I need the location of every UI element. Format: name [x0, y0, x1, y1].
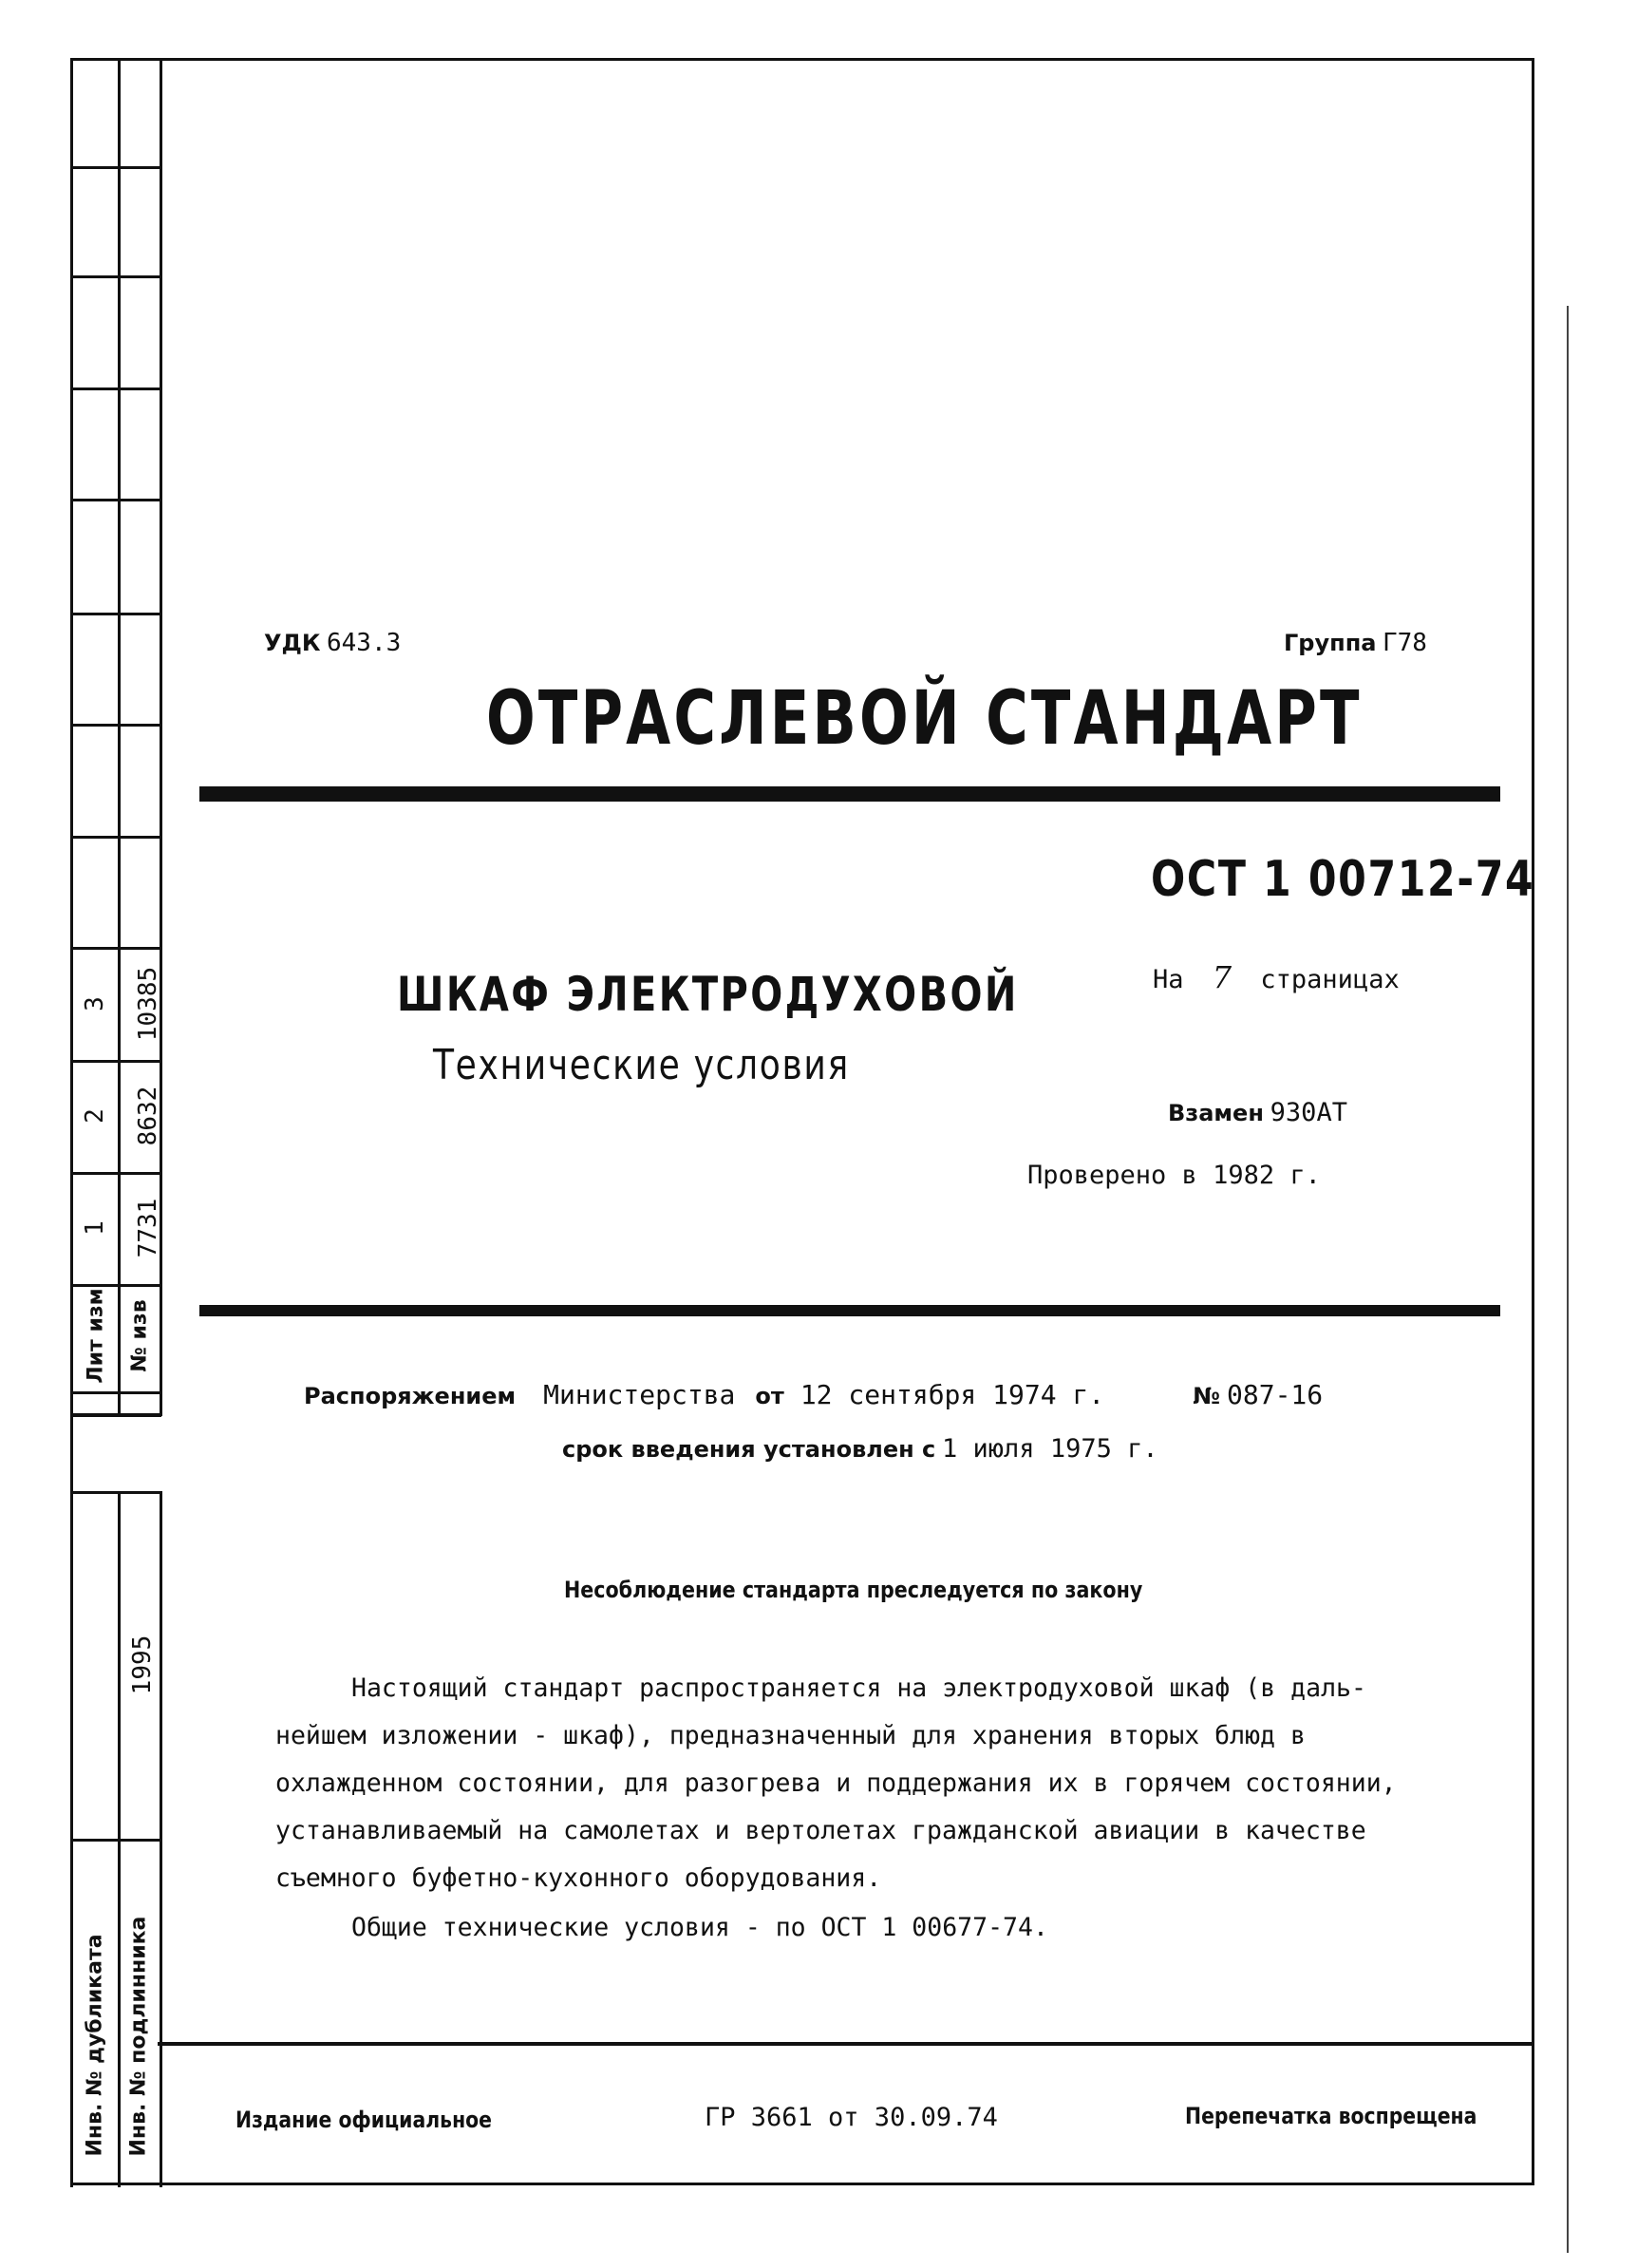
main-title: ОТРАСЛЕВОЙ СТАНДАРТ — [486, 676, 1363, 762]
effective-date: 1 июля 1975 г. — [942, 1434, 1158, 1464]
order-authority: Министерства — [543, 1379, 736, 1410]
document-title: ШКАФ ЭЛЕКТРОДУХОВОЙ — [397, 967, 1019, 1022]
right-margin-line — [1567, 306, 1569, 2253]
pages-suffix: страницах — [1260, 965, 1400, 994]
body-line-6: Общие технические условия - по ОСТ 1 00677-74. — [351, 1913, 1048, 1942]
change-number-2: 2 — [81, 1108, 109, 1124]
doc-label: № изв — [127, 1299, 152, 1372]
inv-original-label: Инв. № подлинника — [126, 1916, 151, 2157]
change-doc-1: 7731 — [134, 1198, 162, 1258]
pages-prefix: На — [1153, 965, 1184, 994]
change-number-3: 3 — [81, 996, 109, 1011]
group-label: Группа — [1284, 630, 1377, 656]
group-line — [1284, 629, 1427, 657]
inv-duplicate-label: Инв. № дубликата — [83, 1934, 107, 2157]
middle-rule — [199, 1305, 1500, 1316]
order-number-label: № — [1193, 1383, 1220, 1409]
pages-line — [1153, 959, 1400, 995]
body-line-1: Настоящий стандарт распространяется на электродуховой шкаф (в даль- — [351, 1673, 1366, 1703]
body-line-5: съемного буфетно-кухонного оборудования. — [275, 1863, 882, 1893]
footer-registration: ГР 3661 от 30.09.74 — [705, 2103, 998, 2132]
order-date-prefix: от — [755, 1383, 784, 1409]
footer-edition: Издание официальное — [235, 2107, 493, 2133]
checked-line: Проверено в 1982 г. — [1027, 1161, 1321, 1190]
group-value: Г78 — [1382, 629, 1427, 657]
change-doc-3: 10385 — [134, 966, 162, 1042]
standard-number: ОСТ 1 00712-74 — [1151, 851, 1535, 908]
udk-line — [264, 629, 401, 657]
body-line-3: охлажденном состоянии, для разогрева и поддержания их в горячем состоянии, — [275, 1768, 1397, 1798]
udk-label: УДК — [264, 630, 321, 656]
pages-count: 7 — [1212, 959, 1232, 995]
change-number-1: 1 — [81, 1220, 109, 1236]
order-date: 12 сентября 1974 г. — [800, 1379, 1105, 1410]
change-doc-2: 8632 — [134, 1086, 162, 1146]
effective-line — [562, 1434, 1158, 1464]
order-number: 087-16 — [1227, 1379, 1324, 1410]
body-line-4: устанавливаемый на самолетах и вертолетах гражданской авиации в качестве — [275, 1816, 1366, 1845]
footer-copyright: Перепечатка воспрещена — [1185, 2103, 1477, 2129]
document-subtitle: Технические условия — [433, 1041, 850, 1089]
inv-original-number: 1995 — [128, 1635, 157, 1695]
law-notice: Несоблюдение стандарта преследуется по закону — [564, 1577, 1143, 1603]
replaces-label: Взамен — [1168, 1100, 1264, 1126]
order-line — [304, 1379, 1323, 1411]
effective-label: срок введения установлен с — [562, 1436, 936, 1463]
top-rule — [199, 786, 1500, 802]
order-label: Распоряжением — [304, 1383, 517, 1409]
lit-label: Лит изм — [84, 1288, 108, 1384]
body-line-2: нейшем изложении - шкаф), предназначенный для хранения вторых блюд в — [275, 1721, 1306, 1750]
replaces-line — [1168, 1098, 1347, 1127]
udk-value: 643.3 — [327, 629, 402, 657]
bottom-rule — [158, 2042, 1534, 2046]
replaces-value: 930АТ — [1270, 1098, 1347, 1127]
